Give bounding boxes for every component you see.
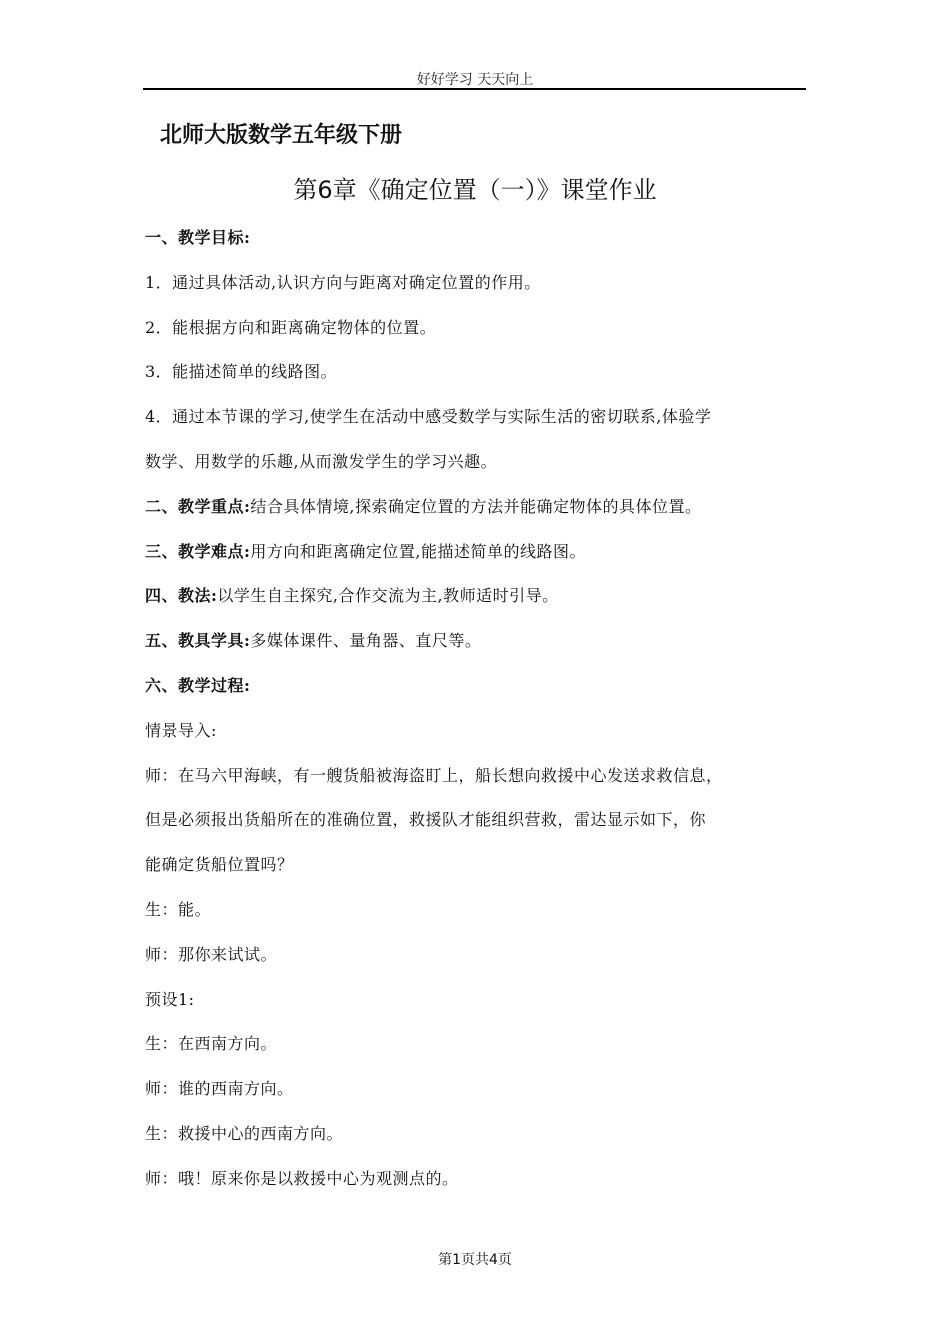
page-footer: 第1页共4页: [438, 1252, 512, 1268]
goal-item-continued: 数学、用数学的乐趣,从而激发学生的学习兴趣。: [145, 451, 498, 471]
section-method: [145, 580, 810, 625]
process-line: 生：救援中心的西南方向。: [145, 1123, 344, 1143]
section-heading-process: 六、教学过程:: [145, 675, 251, 695]
section-text: 结合具体情境,探索确定位置的方法并能确定物体的具体位置。: [250, 496, 702, 516]
goal-item: 1．通过具体活动,认识方向与距离对确定位置的作用。: [145, 272, 541, 292]
book-title: 北师大版数学五年级下册: [160, 123, 403, 148]
section-tools: [145, 625, 810, 670]
section-label: 三、教学难点:: [145, 541, 251, 561]
document-body: [145, 222, 810, 1208]
section-focus: [145, 491, 810, 536]
process-line: 生：在西南方向。: [145, 1034, 278, 1054]
process-line: 预设1:: [145, 989, 195, 1009]
chapter-title: 第6章《确定位置（一）》课堂作业: [293, 176, 657, 204]
section-text: 用方向和距离确定位置,能描述简单的线路图。: [250, 541, 587, 561]
section-label: 二、教学重点:: [145, 496, 251, 516]
process-line: 师：谁的西南方向。: [145, 1079, 294, 1099]
goal-item: 2．能根据方向和距离确定物体的位置。: [145, 317, 437, 337]
goal-item: 4．通过本节课的学习,使学生在活动中感受数学与实际生活的密切联系,体验学: [145, 407, 712, 427]
process-line: 师：在马六甲海峡，有一艘货船被海盗盯上，船长想向救援中心发送求救信息，: [145, 765, 723, 785]
section-label: 五、教具学具:: [145, 631, 251, 651]
section-text: 多媒体课件、量角器、直尺等。: [250, 631, 482, 651]
header-rule: [143, 88, 806, 90]
section-heading-goals: 一、教学目标:: [145, 228, 251, 247]
process-line: 但是必须报出货船所在的准确位置，救援队才能组织营救，雷达显示如下，你: [145, 810, 707, 830]
section-difficulty: [145, 536, 810, 581]
section-label: 四、教法:: [145, 586, 218, 606]
process-line: 能确定货船位置吗？: [145, 855, 294, 875]
process-line: 情景导入:: [145, 720, 217, 740]
goal-item: 3．能描述简单的线路图。: [145, 362, 338, 382]
process-line: 师：那你来试试。: [145, 944, 278, 964]
section-text: 以学生自主探究,合作交流为主,教师适时引导。: [217, 586, 559, 606]
page-header: 好好学习 天天向上: [416, 72, 534, 88]
process-line: 生：能。: [145, 899, 212, 919]
process-line: 师：哦！原来你是以救援中心为观测点的。: [145, 1168, 459, 1188]
